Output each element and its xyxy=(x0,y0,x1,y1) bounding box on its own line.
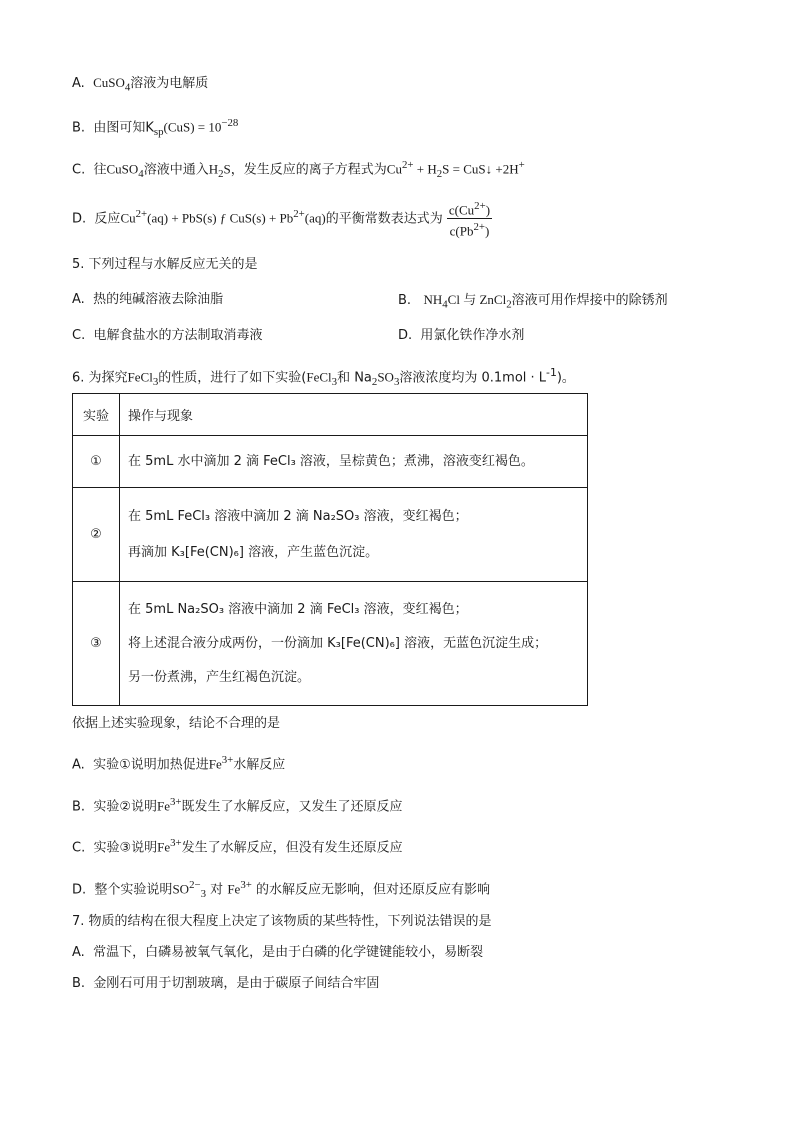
option-text: 由图可知K xyxy=(93,120,154,136)
option-text: 的平衡常数表达式为 xyxy=(325,211,443,227)
formula: H xyxy=(208,161,219,177)
superscript: 3+ xyxy=(170,837,182,849)
subscript: 4 xyxy=(138,167,144,180)
subscript: 4 xyxy=(124,81,131,94)
subscript: 3 xyxy=(152,375,159,388)
table-row-content xyxy=(120,436,588,488)
option-label: B. xyxy=(72,120,86,136)
superscript: 3+ xyxy=(169,796,182,808)
q7-stem: 7. 物质的结构在很大程度上决定了该物质的某些特性，下列说法错误的是 xyxy=(72,914,492,929)
formula: Fe xyxy=(157,839,171,855)
formula: (aq) xyxy=(304,210,326,226)
superscript: 2+ xyxy=(473,221,485,234)
cell-line: 在 5mL Na₂SO₃ 溶液中滴加 2 滴 FeCl₃ 溶液，变红褐色； xyxy=(128,601,468,617)
formula: Cu xyxy=(120,210,136,226)
option-text: ，发生反应的离子方程式为 xyxy=(230,162,387,178)
subscript: 2 xyxy=(436,167,443,180)
table-header-cell: 实验 xyxy=(73,394,120,436)
q5-option-c xyxy=(72,327,263,345)
fraction-numerator xyxy=(447,198,492,219)
subscript: 3 xyxy=(200,887,207,900)
option-text: 用氯化铁作净水剂 xyxy=(420,328,525,343)
option-label: D. xyxy=(398,328,413,343)
option-text: 溶液中通入 xyxy=(143,162,209,178)
table-header-row xyxy=(73,394,588,436)
formula: NH xyxy=(423,292,443,307)
option-label: C. xyxy=(72,328,86,343)
option-label: A. xyxy=(72,292,85,307)
table-row xyxy=(73,436,588,488)
q4-option-c xyxy=(72,156,525,183)
formula: Fe xyxy=(156,798,170,814)
superscript: 2+ xyxy=(135,208,148,220)
table-row-id: ③ xyxy=(73,582,120,706)
stem-text: 的性质，进行了如下实验( xyxy=(158,370,307,386)
q6-option-b xyxy=(72,793,403,816)
superscript: 2+ xyxy=(293,208,305,220)
subscript: 2 xyxy=(218,167,224,180)
formula: FeCl xyxy=(127,369,153,385)
cell-line: 另一份煮沸，产生红褐色沉淀。 xyxy=(128,669,311,685)
table-row xyxy=(73,582,588,706)
option-label: C. xyxy=(72,840,86,856)
den-end: ) xyxy=(484,223,490,239)
stem-text: 溶液浓度均为 0.1mol · L xyxy=(399,370,547,386)
table-row-id: ① xyxy=(73,436,120,488)
subscript: sp xyxy=(153,125,164,138)
option-text: 的水解反应无影响，但对还原反应有影响 xyxy=(255,882,490,898)
table-row-content xyxy=(120,582,588,706)
option-label: D. xyxy=(72,882,87,898)
num-end: ) xyxy=(485,202,491,218)
q6-option-c xyxy=(72,834,403,857)
formula: FeCl xyxy=(306,369,332,385)
q6-conclusion: 依据上述实验现象，结论不合理的是 xyxy=(72,716,281,731)
q4-option-a xyxy=(72,74,208,97)
table-row-content xyxy=(120,488,588,582)
option-label: A. xyxy=(72,76,85,91)
den-text: c(Pb xyxy=(449,223,474,239)
formula: + H xyxy=(413,161,437,177)
formula: (aq) + PbS(s) ƒ CuS(s) + Pb xyxy=(147,210,294,226)
option-text: 溶液可用作焊接中的除锈剂 xyxy=(511,293,668,308)
formula: S xyxy=(223,161,231,177)
option-text: 反应 xyxy=(94,211,121,227)
subscript: 3 xyxy=(331,375,338,388)
option-label: A. xyxy=(72,945,85,960)
option-text: 电解食盐水的方法制取消毒液 xyxy=(93,328,263,343)
stem-text: 和 Na xyxy=(337,370,372,386)
q7-option-a xyxy=(72,944,483,962)
option-text: 往 xyxy=(93,162,107,178)
num-text: c(Cu xyxy=(448,202,475,218)
q7-option-b xyxy=(72,975,379,993)
stem-text: 6. 为探究 xyxy=(72,370,128,386)
superscript: 3+ xyxy=(240,879,252,891)
superscript: 2+ xyxy=(474,200,486,212)
cell-line: 将上述混合液分成两份，一份滴加 K₃[Fe(CN)₆] 溶液，无蓝色沉淀生成； xyxy=(128,635,548,651)
option-text: 对 xyxy=(210,882,224,898)
option-label: B. xyxy=(72,976,86,991)
superscript: + xyxy=(518,159,525,171)
option-text: 常温下，白磷易被氧气氧化，是由于白磷的化学键键能较小，易断裂 xyxy=(93,945,484,960)
q5-option-d xyxy=(398,327,524,345)
fraction-denominator xyxy=(447,219,492,239)
q6-stem xyxy=(72,364,575,391)
option-text: 实验②说明 xyxy=(93,799,157,815)
formula: S = CuS↓ +2H xyxy=(442,161,519,177)
experiment-table xyxy=(72,393,588,706)
option-text: 热的纯碱溶液去除油脂 xyxy=(93,292,224,307)
option-text: 实验③说明 xyxy=(93,840,158,856)
superscript: -1 xyxy=(546,366,557,379)
formula: SO xyxy=(172,881,190,897)
q4-option-b xyxy=(72,114,238,141)
superscript: −28 xyxy=(221,117,239,129)
q5-option-a xyxy=(72,291,223,309)
stem-text: )。 xyxy=(556,370,575,386)
formula: Cl 与 ZnCl xyxy=(447,292,507,307)
option-text: 水解反应 xyxy=(233,757,286,773)
subscript: 3 xyxy=(393,375,400,388)
option-text: 发生了水解反应，但没有发生还原反应 xyxy=(181,840,403,856)
superscript: 2+ xyxy=(401,159,414,171)
subscript: 2 xyxy=(506,298,512,311)
subscript: 4 xyxy=(442,298,448,311)
formula: SO xyxy=(377,369,394,385)
option-label: B. xyxy=(398,293,412,308)
q5-option-b xyxy=(398,291,668,314)
option-text: 溶液为电解质 xyxy=(130,76,209,91)
subscript: 2 xyxy=(371,375,378,388)
formula: CuSO xyxy=(93,75,125,90)
formula: Fe xyxy=(208,756,222,772)
option-text: 整个实验说明 xyxy=(94,882,173,898)
cell-line: 再滴加 K₃[Fe(CN)₆] 溶液，产生蓝色沉淀。 xyxy=(128,544,379,560)
option-label: C. xyxy=(72,162,86,178)
table-header-cell: 操作与现象 xyxy=(120,394,588,436)
cell-line: 在 5mL FeCl₃ 溶液中滴加 2 滴 Na₂SO₃ 溶液，变红褐色； xyxy=(128,508,468,524)
option-text: 既发生了水解反应，又发生了还原反应 xyxy=(181,799,403,815)
formula: CuSO xyxy=(106,161,139,177)
option-label: D. xyxy=(72,211,87,227)
option-text: 金刚石可用于切割玻璃，是由于碳原子间结合牢固 xyxy=(93,976,380,991)
table-row-id: ② xyxy=(73,488,120,582)
equilibrium-fraction xyxy=(447,198,492,240)
q6-option-a xyxy=(72,751,285,774)
superscript: 2− xyxy=(189,879,201,891)
q6-option-d xyxy=(72,876,490,903)
q5-stem: 5. 下列过程与水解反应无关的是 xyxy=(72,257,258,272)
option-label: B. xyxy=(72,799,86,815)
formula: (CuS) = 10 xyxy=(163,119,222,135)
option-text: 实验①说明加热促进 xyxy=(93,757,209,773)
formula: Cu xyxy=(386,161,402,177)
superscript: 3+ xyxy=(221,754,234,766)
formula: Fe xyxy=(227,881,241,897)
option-label: A. xyxy=(72,757,85,773)
q4-option-d xyxy=(72,196,492,240)
table-row xyxy=(73,488,588,582)
cell-line: 在 5mL 水中滴加 2 滴 FeCl₃ 溶液，呈棕黄色；煮沸，溶液变红褐色。 xyxy=(128,453,534,469)
